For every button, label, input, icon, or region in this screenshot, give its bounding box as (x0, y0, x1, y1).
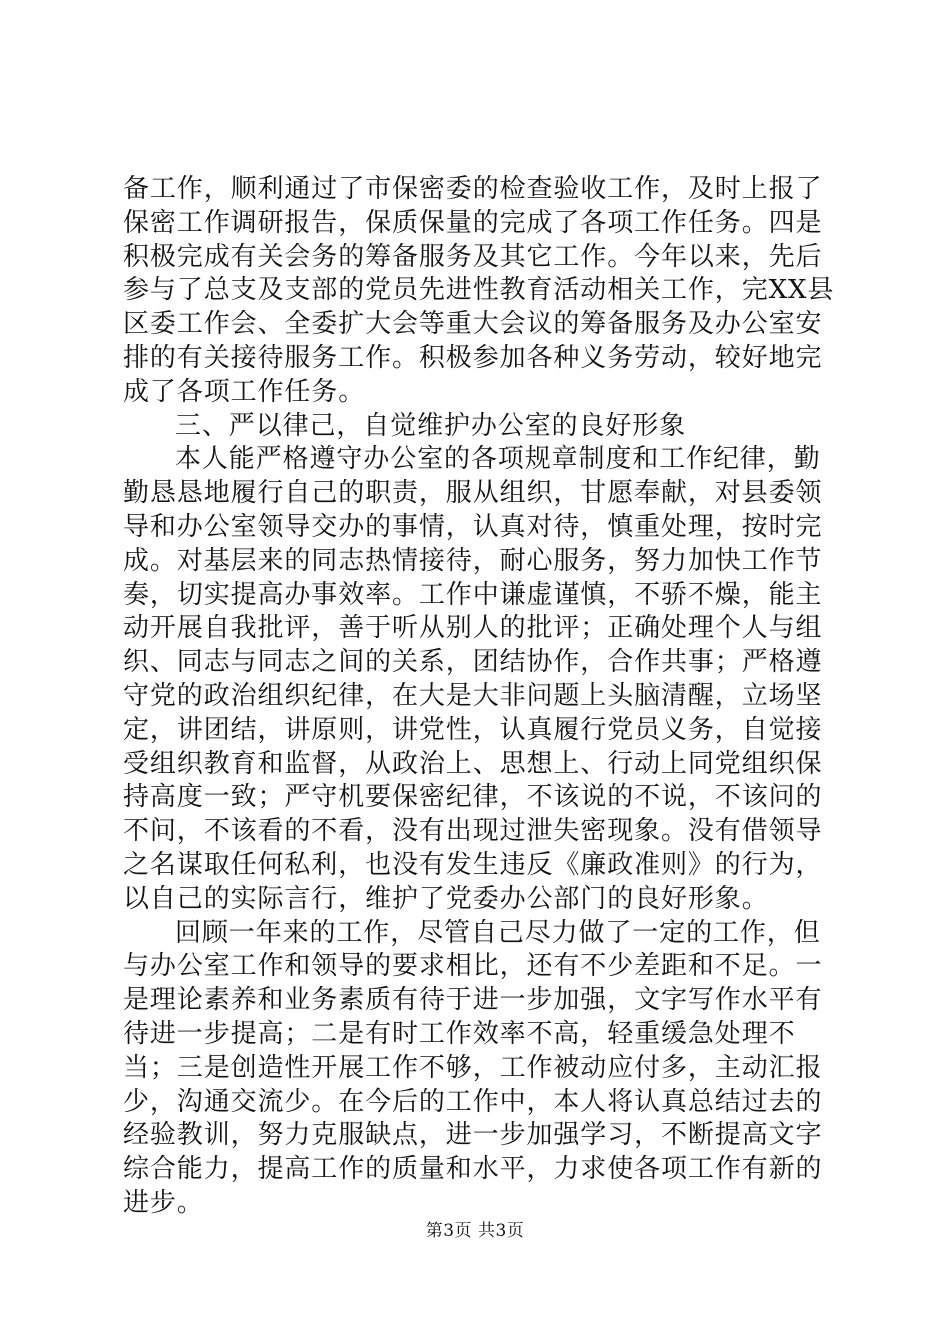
page-footer: 第3页 共3页 (425, 1221, 525, 1241)
paragraph-self-discipline: 本人能严格遵守办公室的各项规章制度和工作纪律，勤勤恳恳地履行自己的职责，服从组织，甘愿奉献，对县委领导和办公室领导交办的事情，认真对待，慎重处理，按时完成。对基层来的同志热情接待，耐心服务，努力加快工作节奏，切实提高办事效率。工作中谦虚谨慎，不骄不燥，能主动开展自我批评，善于听从别人的批评；正确处理个人与组织、同志与同志之间的关系，团结协作，合作共事；严格遵守党的政治组织纪律，在大是大非问题上头脑清醒，立场坚定，讲团结，讲原则，讲党性，认真履行党员义务，自觉接受组织教育和监督，从政治上、思想上、行动上同党组织保持高度一致；严守机要保密纪律，不该说的不说，不该问的不问，不该看的不看，没有出现过泄失密现象。没有借领导之名谋取任何私利，也没有发生违反《廉政准则》的行为，以自己的实际言行，维护了党委办公部门的良好形象。 (123, 444, 823, 914)
paragraph-continuation: 备工作，顺利通过了市保密委的检查验收工作，及时上报了保密工作调研报告，保质保量的完成了各项工作任务。四是积极完成有关会务的筹备服务及其它工作。今年以来，先后参与了总支及支部的党员先进性教育活动相关工作，完XX县区委工作会、全委扩大会等重大会议的筹备服务及办公室安排的有关接待服务工作。积极参加各种义务劳动，较好地完成了各项工作任务。 (123, 174, 835, 407)
document-body (123, 173, 838, 1221)
section-heading: 三、严以律己，自觉维护办公室的良好形象 (175, 410, 687, 441)
paragraph-review: 回顾一年来的工作，尽管自己尽力做了一定的工作，但与办公室工作和领导的要求相比，还有不少差距和不足。一是理论素养和业务素质有待于进一步加强，文字写作水平有待进一步提高；二是有时工作效率不高，轻重缓急处理不当；三是创造性开展工作不够，工作被动应付多，主动汇报少，沟通交流少。在今后的工作中，本人将认真总结过去的经验教训，努力克服缺点，进一步加强学习，不断提高文字综合能力，提高工作的质量和水平，力求使各项工作有新的进步。 (123, 917, 823, 1218)
